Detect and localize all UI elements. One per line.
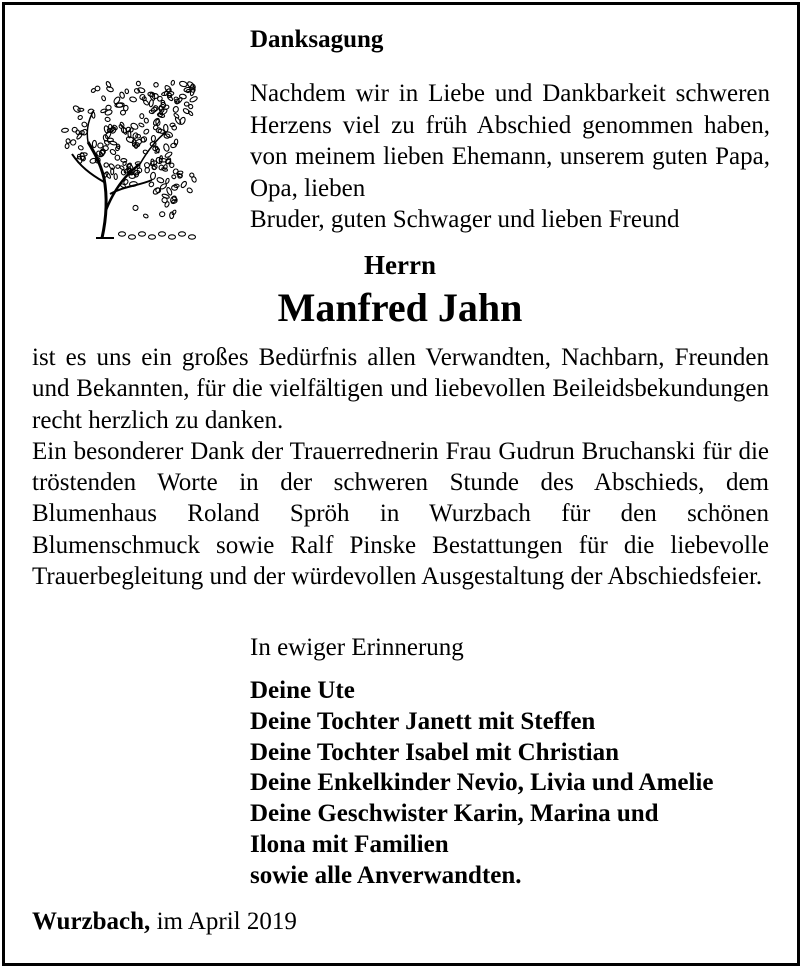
fallen-leaf-icon <box>149 235 156 239</box>
sign-intro: In ewiger Erinnerung <box>250 634 464 661</box>
leaf-icon <box>180 181 187 189</box>
leaf-icon <box>179 94 187 100</box>
leaf-icon <box>106 86 114 93</box>
leaf-icon <box>144 118 149 124</box>
leaf-icon <box>176 172 182 178</box>
leaf-icon <box>143 128 150 135</box>
signature-list <box>250 676 713 892</box>
body-text <box>32 342 769 592</box>
intro-line: Ehemann, unserem guten Papa, Opa, lieben <box>250 143 770 202</box>
tree-illustration-icon <box>44 70 212 242</box>
body-paragraph: ist es uns ein großes Bedürfnis allen Verwandten, Nachbarn, Freunden und Bekannten, für die vielfältigen und liebevollen Beileidsbekundungen recht herzlich zu danken. <box>32 344 769 434</box>
leaf-icon <box>189 96 198 103</box>
leaf-icon <box>150 172 156 180</box>
signature-line: Deine Geschwister Karin, Marina und <box>250 800 659 828</box>
leaf-icon <box>72 105 81 114</box>
footer-date: im April 2019 <box>150 908 297 935</box>
leaf-icon <box>78 145 84 151</box>
signature-line: Deine Tochter Isabel mit Christian <box>250 738 619 766</box>
leaf-icon <box>136 81 141 86</box>
intro-line: Bruder, guten Schwager und lieben Freund <box>250 206 680 233</box>
leaf-icon <box>143 213 149 218</box>
leaf-icon <box>140 114 144 119</box>
signature-line: Deine Enkelkinder Nevio, Livia und Amelie <box>250 769 714 797</box>
leaf-icon <box>151 159 155 165</box>
leaf-icon <box>103 162 109 168</box>
leaf-icon <box>172 106 179 113</box>
leaves-group <box>61 80 198 239</box>
leaf-icon <box>114 174 118 180</box>
leaf-icon <box>97 143 103 149</box>
leaf-icon <box>165 178 170 184</box>
fallen-leaf-icon <box>119 232 126 236</box>
leaf-icon <box>169 162 174 168</box>
signature-line: Deine Ute <box>250 677 355 704</box>
leaf-icon <box>115 155 120 160</box>
leaf-icon <box>163 164 167 169</box>
leaf-icon <box>92 140 96 147</box>
leaf-icon <box>171 209 176 215</box>
leaf-icon <box>70 139 77 146</box>
leaf-icon <box>191 176 197 183</box>
footer-place: Wurzbach, <box>32 908 151 935</box>
footer <box>32 908 297 936</box>
leaf-icon <box>138 122 144 127</box>
leaf-icon <box>143 150 148 155</box>
leaf-icon <box>164 201 170 208</box>
signature-line: Deine Tochter Janett mit Steffen <box>250 707 596 735</box>
leaf-icon <box>188 110 194 116</box>
leaf-icon <box>116 165 121 169</box>
leaf-icon <box>153 82 159 88</box>
leaf-icon <box>129 96 137 102</box>
signature-line: sowie alle Anverwandten. <box>250 861 522 889</box>
leaf-icon <box>163 124 168 132</box>
leaf-icon <box>118 124 123 129</box>
leaf-icon <box>163 143 170 152</box>
leaf-icon <box>151 165 156 170</box>
leaf-icon <box>171 174 176 179</box>
fallen-leaf-icon <box>189 235 196 239</box>
intro-line: schweren Herzens viel zu früh Abschied <box>250 80 770 139</box>
leaf-icon <box>186 187 193 194</box>
salutation: Herrn <box>364 250 436 280</box>
leaf-icon <box>171 80 175 85</box>
leaf-icon <box>95 86 100 91</box>
leaf-icon <box>132 204 139 211</box>
fallen-leaf-icon <box>129 235 136 239</box>
leaf-icon <box>77 115 83 121</box>
leaf-icon <box>163 104 169 109</box>
intro-line: genommen haben, von meinem lieben <box>250 111 771 170</box>
leaf-icon <box>80 156 86 162</box>
fallen-leaf-icon <box>169 235 176 239</box>
signature-line: Ilona mit Familien <box>250 830 449 858</box>
leaf-icon <box>110 141 117 146</box>
fallen-leaf-icon <box>159 232 166 236</box>
leaf-icon <box>65 143 70 148</box>
deceased-name: Manfred Jahn <box>277 285 523 330</box>
intro-text <box>250 78 770 236</box>
fallen-leaf-icon <box>179 232 186 236</box>
leaf-icon <box>134 88 140 94</box>
leaf-icon <box>179 81 188 88</box>
leaf-icon <box>61 128 68 133</box>
leaf-icon <box>66 138 71 143</box>
leaf-icon <box>125 89 129 94</box>
leaf-icon <box>130 122 139 130</box>
leaf-icon <box>159 212 165 217</box>
leaf-icon <box>159 183 167 190</box>
leaf-icon <box>81 121 88 127</box>
page-title: Danksagung <box>250 26 384 53</box>
leaf-icon <box>101 95 106 101</box>
leaf-icon <box>174 117 181 125</box>
intro-line: Nachdem wir in Liebe und Dankbarkeit <box>250 80 666 107</box>
leaf-icon <box>164 151 172 158</box>
leaf-icon <box>108 163 115 170</box>
body-paragraph: Ein besonderer Dank der Trauerrednerin Frau Gudrun Bruchanski für die tröstenden Worte in der schweren Stunde des Abschieds, dem Blumenhaus Roland Spröh in Wurzbach für den schönen Blumenschmuck sowie Ralf Pinske Bestattungen für die liebevolle Trauerbegleitung und der würdevollen Ausgestaltung der Abschiedsfeier. <box>32 437 769 591</box>
leaf-icon <box>156 177 164 184</box>
fallen-leaf-icon <box>139 232 146 236</box>
leaf-icon <box>151 135 156 141</box>
leaf-icon <box>105 117 111 122</box>
